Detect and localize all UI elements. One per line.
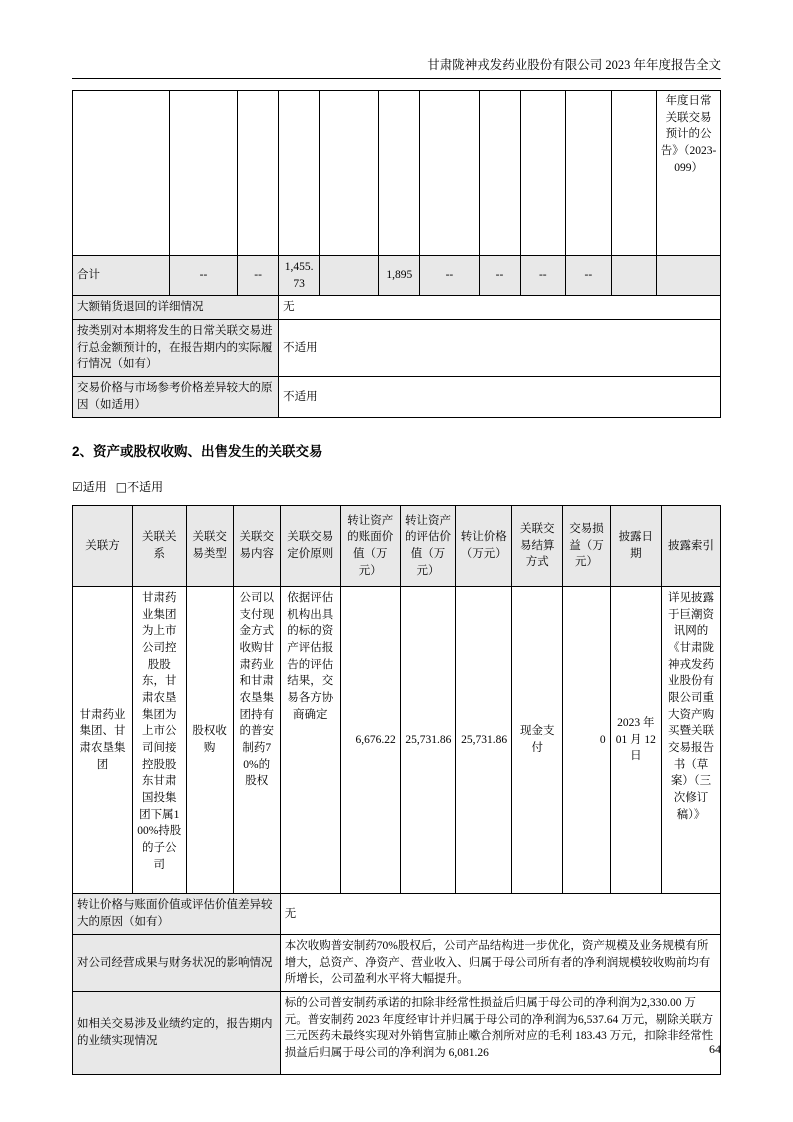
value-impact-on-results: 本次收购普安制药70%股权后，公司产品结构进一步优化，资产规模及业务规模有所增大，总资产、净资产、营业收入、归属于母公司所有者的净利润规模较收购前均有所增长，公司盈利水平将大幅提升。 <box>280 935 720 992</box>
cell-empty <box>379 91 420 256</box>
total-value-7: -- <box>520 256 566 296</box>
page-header <box>0 55 793 73</box>
table-header-row <box>73 506 721 587</box>
header-settlement-method: 关联交易结算方式 <box>512 506 563 587</box>
total-value-3 <box>320 256 379 296</box>
cell-pricing-principle: 依据评估机构出具的标的资产评估报告的评估结果，交易各方协商确定 <box>280 587 340 894</box>
applicability-line <box>72 478 721 495</box>
page-number: 64 <box>709 1042 721 1056</box>
header-book-value: 转让资产的账面价值（万元） <box>340 506 400 587</box>
price-difference-value: 不适用 <box>279 377 721 418</box>
total-value-4: 1,895 <box>379 256 420 296</box>
cell-appraised-value: 25,731.86 <box>400 587 456 894</box>
cell-transaction-type: 股权收购 <box>186 587 233 894</box>
category-forecast-label: 按类别对本期将发生的日常关联交易进行总金额预计的，在报告期内的实际履行情况（如有） <box>73 320 279 377</box>
announcement-reference-cell: 年度日常关联交易预计的公告》（2023-099） <box>657 91 721 256</box>
cell-transaction-profit: 0 <box>563 587 610 894</box>
price-difference-label: 交易价格与市场参考价格差异较大的原因（如适用） <box>73 377 279 418</box>
table-row <box>73 296 721 320</box>
related-transaction-continuation-table <box>72 90 721 418</box>
table-row <box>73 377 721 418</box>
applicable-unchecked: □不适用 <box>115 480 164 495</box>
cell-empty <box>169 91 237 256</box>
header-disclosure-date: 披露日期 <box>610 506 661 587</box>
section-heading: 2、资产或股权收购、出售发生的关联交易 <box>72 444 323 460</box>
value-performance-commitment: 标的公司普安制药承诺的扣除非经常性损益后归属于母公司的净利润为2,330.00 万元。普安制药 2023 年度经审计并归属于母公司的净利润为6,537.64 万元，剔除关联方三元医药未最终实现对外销售宣肺止嗽合剂所对应的毛利 183.43 万元，扣除非经常性损益后归属于母公司的净利润为 6,081.26 <box>280 992 720 1075</box>
cell-empty <box>611 91 657 256</box>
sales-return-label: 大额销货退回的详细情况 <box>73 296 279 320</box>
cell-empty <box>566 91 612 256</box>
header-transaction-type: 关联交易类型 <box>186 506 233 587</box>
cell-relationship: 甘肃药业集团为上市公司控股股东，甘肃农垦集团为上市公司间接控股股东甘肃国投集团下属100%持股的子公司 <box>132 587 186 894</box>
cell-empty <box>420 91 479 256</box>
cell-empty <box>279 91 320 256</box>
table-row <box>73 935 721 992</box>
cell-empty <box>238 91 279 256</box>
header-title: 甘肃陇神戎发药业股份有限公司 2023 年年度报告全文 <box>427 58 721 72</box>
category-forecast-value: 不适用 <box>279 320 721 377</box>
total-label: 合计 <box>73 256 170 296</box>
table-row-total <box>73 256 721 296</box>
table-row <box>73 992 721 1075</box>
cell-transaction-content: 公司以支付现金方式收购甘肃药业和甘肃农垦集团持有的普安制药70%的股权 <box>233 587 280 894</box>
value-price-diff-reason: 无 <box>280 894 720 935</box>
header-transfer-price: 转让价格（万元） <box>456 506 512 587</box>
sales-return-value: 无 <box>279 296 721 320</box>
cell-book-value: 6,676.22 <box>340 587 400 894</box>
total-value-0: -- <box>169 256 237 296</box>
header-transaction-profit: 交易损益（万元） <box>563 506 610 587</box>
table-row <box>73 320 721 377</box>
cell-disclosure-index: 详见披露于巨潮资讯网的《甘肃陇神戎发药业股份有限公司重大资产购买暨关联交易报告书（草案）（三次修订稿）》 <box>662 587 721 894</box>
total-value-5: -- <box>420 256 479 296</box>
table-row <box>73 91 721 256</box>
total-value-9 <box>611 256 657 296</box>
total-value-6: -- <box>479 256 520 296</box>
table-row <box>73 894 721 935</box>
label-impact-on-results: 对公司经营成果与财务状况的影响情况 <box>73 935 281 992</box>
cell-empty <box>479 91 520 256</box>
header-appraised-value: 转让资产的评估价值（万元） <box>400 506 456 587</box>
header-disclosure-index: 披露索引 <box>662 506 721 587</box>
header-divider <box>72 78 721 79</box>
asset-acquisition-table <box>72 505 721 1075</box>
label-price-diff-reason: 转让价格与账面价值或评估价值差异较大的原因（如有） <box>73 894 281 935</box>
page-content <box>72 90 721 1075</box>
cell-related-party: 甘肃药业集团、甘肃农垦集团 <box>73 587 133 894</box>
label-performance-commitment: 如相关交易涉及业绩约定的，报告期内的业绩实现情况 <box>73 992 281 1075</box>
total-value-10 <box>657 256 721 296</box>
total-value-1: -- <box>238 256 279 296</box>
total-value-2: 1,455.73 <box>279 256 320 296</box>
header-relationship: 关联关系 <box>132 506 186 587</box>
header-transaction-content: 关联交易内容 <box>233 506 280 587</box>
header-related-party: 关联方 <box>73 506 133 587</box>
cell-settlement-method: 现金支付 <box>512 587 563 894</box>
cell-transfer-price: 25,731.86 <box>456 587 512 894</box>
applicable-checked: ☑适用 <box>72 480 107 495</box>
total-value-8: -- <box>566 256 612 296</box>
cell-empty <box>520 91 566 256</box>
header-pricing-principle: 关联交易定价原则 <box>280 506 340 587</box>
table-row-data <box>73 587 721 894</box>
cell-empty <box>73 91 170 256</box>
cell-disclosure-date: 2023 年 01 月 12 日 <box>610 587 661 894</box>
cell-empty <box>320 91 379 256</box>
